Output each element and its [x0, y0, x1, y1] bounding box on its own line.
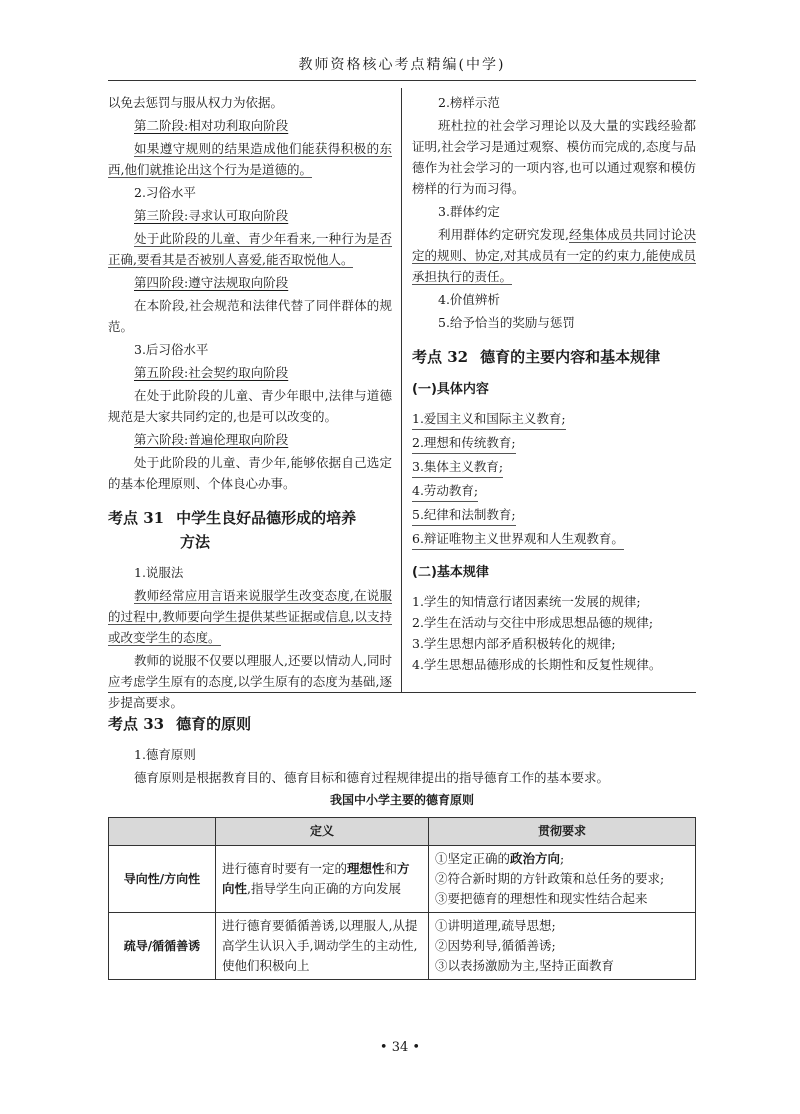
law-list: [412, 591, 696, 675]
level-heading: 3.后习俗水平: [134, 342, 209, 357]
principle-name: 导向性/方向性: [109, 846, 216, 913]
list-item: 5.纪律和法制教育;: [412, 504, 696, 528]
stage-heading: 第六阶段:普遍伦理取向阶段: [134, 432, 289, 447]
section-divider: [108, 692, 696, 693]
method-heading: 2.榜样示范: [438, 95, 500, 110]
section-heading-32: 考点 32 德育的主要内容和基本规律: [412, 348, 661, 366]
paragraph: 处于此阶段的儿童、青少年看来,一种行为是否正确,要看其是否被别人喜爱,能否取悦他人。: [108, 231, 392, 267]
column-divider: [401, 88, 402, 692]
header-cell-empty: [109, 818, 216, 846]
list-item: 1.爱国主义和国际主义教育;: [412, 408, 696, 432]
principle-requirements: [429, 913, 696, 980]
paragraph: 在处于此阶段的儿童、青少年眼中,法律与道德规范是大家共同约定的,也是可以改变的。: [108, 388, 392, 424]
paragraph: 如果遵守规则的结果造成他们能获得积极的东西,他们就推论出这个行为是道德的。: [108, 141, 392, 177]
paragraph: 以免去惩罚与服从权力为依据。: [108, 95, 284, 110]
paragraph: 利用群体约定研究发现,经集体成员共同讨论决定的规则、协定,对其成员有一定的约束力,能使成员承担执行的责任。: [412, 227, 696, 284]
stage-heading: 第四阶段:遵守法规取向阶段: [134, 275, 289, 290]
list-item: 3.学生思想内部矛盾积极转化的规律;: [412, 636, 616, 651]
list-item: 2.学生在活动与交往中形成思想品德的规律;: [412, 615, 654, 630]
method-heading: 4.价值辨析: [438, 292, 500, 307]
paragraph: 处于此阶段的儿童、青少年,能够依据自己选定的基本伦理原则、个体良心办事。: [108, 455, 392, 491]
principle-definition: 进行德育要循循善诱,以理服人,从提高学生认识入手,调动学生的主动性,使他们积极向上: [216, 913, 429, 980]
requirement-item: ③要把德育的理想性和现实性结合起来: [435, 891, 648, 906]
method-heading: 1.德育原则: [134, 747, 196, 762]
table-row: [109, 913, 696, 980]
principles-table: [108, 817, 696, 980]
list-item: 6.辩证唯物主义世界观和人生观教育。: [412, 528, 696, 552]
page-number: • 34 •: [379, 1040, 421, 1055]
paragraph: 班杜拉的社会学习理论以及大量的实践经验都证明,社会学习是通过观察、模仿而完成的,态度与品德作为社会学习的一项内容,也可以通过观察和模仿榜样的行为而习得。: [412, 118, 696, 196]
requirement-item: ②符合新时期的方针政策和总任务的要求;: [435, 871, 665, 886]
principle-requirements: [429, 846, 696, 913]
header-cell-definition: 定义: [216, 818, 429, 846]
left-column: [108, 92, 392, 715]
principle-name: 疏导/循循善诱: [109, 913, 216, 980]
list-item: 2.理想和传统教育;: [412, 432, 696, 456]
paragraph: 教师经常应用言语来说服学生改变态度,在说服的过程中,教师要向学生提供某些证据或信息,以支持或改变学生的态度。: [108, 588, 392, 645]
paragraph: 德育原则是根据教育目的、德育目标和德育过程规律提出的指导德育工作的基本要求。: [134, 770, 610, 785]
stage-heading: 第五阶段:社会契约取向阶段: [134, 365, 289, 380]
stage-heading: 第三阶段:寻求认可取向阶段: [134, 208, 289, 223]
header-cell-requirements: 贯彻要求: [429, 818, 696, 846]
content-list: [412, 408, 696, 552]
right-column: [412, 92, 696, 675]
stage-heading: 第二阶段:相对功利取向阶段: [134, 118, 289, 133]
paragraph: 在本阶段,社会规范和法律代替了同伴群体的规范。: [108, 298, 392, 334]
requirement-item: ①坚定正确的政治方向;: [435, 851, 565, 866]
principle-definition: 进行德育时要有一定的理想性和方向性,指导学生向正确的方向发展: [216, 846, 429, 913]
method-heading: 5.给予恰当的奖励与惩罚: [438, 315, 575, 330]
table-title: 我国中小学主要的德育原则: [329, 793, 474, 807]
method-heading: 3.群体约定: [438, 204, 500, 219]
table-header-row: [109, 818, 696, 846]
paragraph: 教师的说服不仅要以理服人,还要以情动人,同时应考虑学生原有的态度,以学生原有的态度为基础,逐步提高要求。: [108, 653, 392, 710]
requirement-item: ②因势利导,循循善诱;: [435, 938, 556, 953]
table-row: [109, 846, 696, 913]
list-item: 3.集体主义教育;: [412, 456, 696, 480]
header-divider: [108, 80, 696, 81]
requirement-item: ①讲明道理,疏导思想;: [435, 918, 556, 933]
level-heading: 2.习俗水平: [134, 185, 196, 200]
section-heading-33: 考点 33 德育的原则: [108, 715, 252, 733]
method-heading: 1.说服法: [134, 565, 184, 580]
subsection-heading: (一)具体内容: [412, 382, 489, 397]
section-heading-31: 考点 31 中学生良好品德形成的培养 方法: [108, 509, 357, 551]
bottom-section: [108, 712, 696, 980]
list-item: 1.学生的知情意行诸因素统一发展的规律;: [412, 594, 641, 609]
list-item: 4.学生思想品德形成的长期性和反复性规律。: [412, 657, 662, 672]
subsection-heading: (二)基本规律: [412, 565, 489, 580]
list-item: 4.劳动教育;: [412, 480, 696, 504]
requirement-item: ③以表扬激励为主,坚持正面教育: [435, 958, 614, 973]
running-header: 教师资格核心考点精编(中学): [298, 57, 506, 73]
